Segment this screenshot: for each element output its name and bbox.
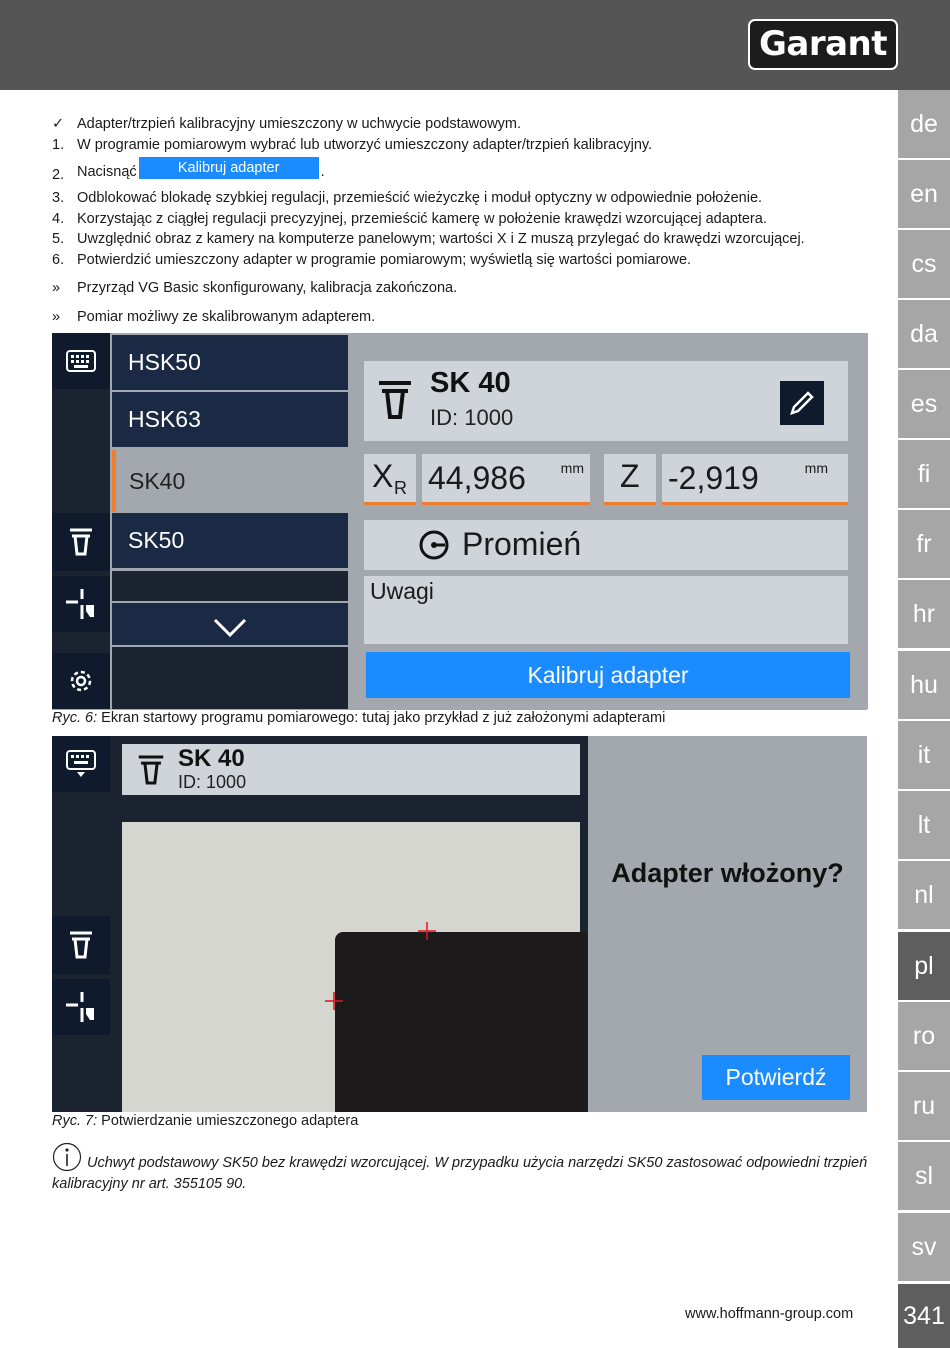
confirm-panel [588,736,867,1112]
mode-selector[interactable] [364,520,848,570]
figure-caption-7: Ryc. 7: Potwierdzanie umieszczonego adaptera [52,1113,359,1129]
language-tab-cs[interactable]: cs [898,230,950,298]
measurement-start-screen [52,333,867,710]
garant-logo: Garant [748,19,898,70]
step-marker: 5. [52,231,65,247]
adapter-header-card [122,744,580,795]
info-icon [52,1142,82,1172]
language-tab-ro[interactable]: ro [898,1002,950,1070]
keyboard-icon[interactable] [52,333,110,389]
inline-calibrate-button: Kalibruj adapter [139,157,319,179]
language-tab-en[interactable]: en [898,160,950,228]
step-text: Korzystając z ciągłej regulacji precyzyjnej, przemieścić kamerę w położenie krawędzi wzorcującej adaptera. [77,211,767,227]
language-tab-sv[interactable]: sv [898,1213,950,1281]
chevron-down-icon [213,618,247,638]
adapter-id: ID: 1000 [178,772,247,792]
language-tab-pl[interactable]: pl [898,932,950,1000]
z-axis-label: Z [620,458,640,494]
measurement-icon[interactable] [52,576,110,632]
step-text-before: Nacisnąć [77,163,137,180]
adapter-list-item-selected[interactable]: SK40 [112,450,348,512]
step-item [52,114,872,134]
scroll-down-button[interactable] [112,603,348,645]
language-tab-hr[interactable]: hr [898,580,950,648]
crosshair-icon [418,922,436,940]
confirm-button[interactable]: Potwierdź [702,1055,850,1100]
step-marker: 6. [52,252,65,268]
language-tab-de[interactable]: de [898,90,950,158]
adapter-list-item[interactable]: HSK50 [112,335,348,390]
adapter-silhouette [335,932,587,1112]
step-item [52,307,872,327]
language-tab-fi[interactable]: fi [898,440,950,508]
mode-label: Promień [462,526,582,562]
step-text: Odblokować blokadę szybkiej regulacji, przemieścić wieżyczkę i moduł optyczny w odpowiednie położenie. [77,190,763,206]
step-item [52,250,872,270]
list-spacer [112,571,348,601]
step-text: Potwierdzić umieszczony adapter w programie pomiarowym; wyświetlą się wartości pomiarowe. [77,252,692,268]
language-tab-hu[interactable]: hu [898,651,950,719]
adapter-icon[interactable] [52,513,110,571]
note-text-line2: kalibracyjny nr art. 355105 90. [52,1176,247,1192]
language-tab-lt[interactable]: lt [898,791,950,859]
z-unit: mm [804,460,828,476]
pencil-icon [780,381,824,425]
step-text: Adapter/trzpień kalibracyjny umieszczony w uchwycie podstawowym. [77,116,522,132]
screen-sidebar [52,333,110,709]
adapter-id: ID: 1000 [430,405,514,430]
language-tab-it[interactable]: it [898,721,950,789]
adapter-detail-panel [348,333,868,709]
page-number: 341 [898,1284,950,1348]
adapter-header-card [364,361,848,441]
x-axis-label: X [372,458,394,494]
step-marker: » [52,309,61,325]
step-marker: » [52,280,61,296]
step-item [52,278,872,298]
list-spacer [112,647,348,709]
calibrate-adapter-button[interactable]: Kalibruj adapter [366,652,850,698]
x-unit: mm [560,460,584,476]
adapter-name: SK 40 [430,367,511,399]
step-marker: 4. [52,211,65,227]
settings-icon[interactable] [52,653,110,709]
language-tab-es[interactable]: es [898,370,950,438]
x-axis-subscript: R [394,478,407,498]
keyboard-icon[interactable] [52,736,110,792]
x-value-field [422,454,590,505]
z-label-box [604,454,656,505]
language-tab-sl[interactable]: sl [898,1142,950,1210]
adapter-icon [138,753,164,787]
step-item [52,160,872,185]
language-tab-nl[interactable]: nl [898,861,950,929]
crosshair-icon [325,992,343,1010]
step-item [52,229,872,249]
step-marker: 1. [52,137,65,153]
confirm-adapter-screen [52,736,867,1112]
step-item [52,135,872,155]
language-tab-fr[interactable]: fr [898,510,950,578]
step-marker: ✓ [52,116,65,132]
step-text: Uwzględnić obraz z kamery na komputerze panelowym; wartości X i Z muszą przylegać do krawędzi wzorcującej. [77,231,805,247]
z-value-field [662,454,848,505]
adapter-list-item[interactable]: SK50 [112,513,348,568]
note-text-line1: Uchwyt podstawowy SK50 bez krawędzi wzorcującej. W przypadku użycia narzędzi SK50 zastosować odpowiedni trzpień [87,1155,868,1171]
step-text: Przyrząd VG Basic skonfigurowany, kalibracja zakończona. [77,280,458,296]
x-label-box [364,454,416,505]
adapter-list-item[interactable]: HSK63 [112,392,348,447]
notes-label: Uwagi [370,578,434,604]
adapter-inserted-question: Adapter włożony? [611,858,844,888]
notes-field[interactable] [364,576,848,644]
step-item [52,188,872,208]
adapter-name: SK 40 [178,745,245,772]
adapter-icon[interactable] [52,916,110,974]
measurement-icon[interactable] [52,979,110,1035]
step-text-after: . [320,163,325,180]
step-text: W programie pomiarowym wybrać lub utworzyć umieszczony adapter/trzpień kalibracyjny. [77,137,653,153]
step-marker: 2. [52,167,65,183]
x-value: 44,986 [428,460,526,496]
camera-image [122,822,580,1112]
language-tab-da[interactable]: da [898,300,950,368]
page-header [0,0,950,90]
adapter-icon [378,379,412,421]
footer-url[interactable]: www.hoffmann-group.com [685,1306,854,1322]
step-marker: 3. [52,190,65,206]
step-text [77,161,325,183]
language-tab-ru[interactable]: ru [898,1072,950,1140]
figure-caption-6: Ryc. 6: Ekran startowy programu pomiarowego: tutaj jako przykład z już założonymi adapterami [52,710,666,726]
radius-icon [418,529,450,561]
edit-button[interactable] [780,381,824,425]
step-text: Pomiar możliwy ze skalibrowanym adapterem. [77,309,376,325]
z-value: -2,919 [668,460,759,496]
step-item [52,209,872,229]
